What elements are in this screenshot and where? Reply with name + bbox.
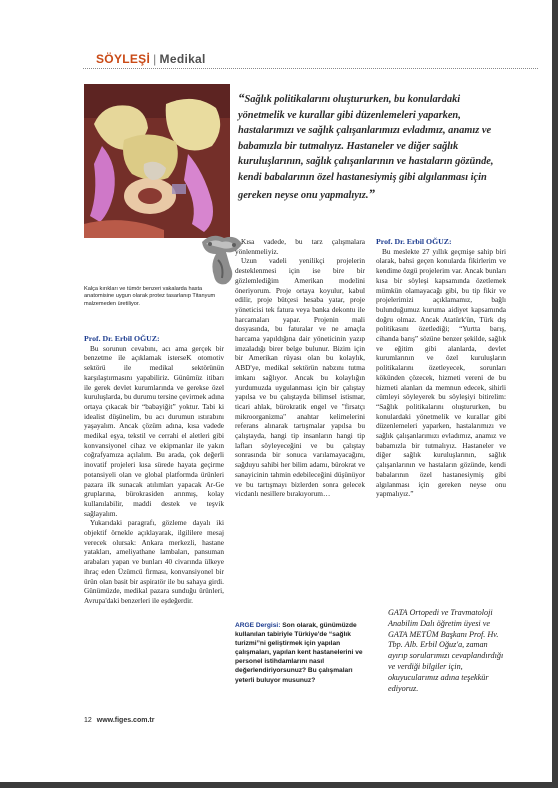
page-edge-bottom xyxy=(0,782,558,788)
column-right xyxy=(376,237,506,499)
paragraph: Uzun vadeli yenilikçi projelerin desteklenmesi için ise bire bir gözlemlediğim Amerikan modelini öneriyorum. Proje ortaya koyulur, kabul edilir, proje bütçesi hesaba yatar, proje yöneticisi tek fatura veya banka dekontu ile harcamaları yapar. Projenin mali dosyasında, bu faturalar ve ne amaçla harcama yapıldığına dair yöneticinin yazıp imzaladığı birer belge bulunur. Bizim için bir Amerikan rüyası olan bu kolaylık, ABD'ye, medikal sektörün nabzını tutma imkanı sağlıyor. Ancak bu kolaylığın yurdumuzda uygulanması için bir çalıştay yapılsa ve bu çalıştayda bilimsel istismar, ticari ahlak, bürokratik engel ve "firsatçı mikroorganizma" anahtar kelimelerini referans alınarak tartışmalar yapılsa bu çalıştayda, hangi tip insanların hangi tip lafları söyleyeceğini ve bu çalıştay sonrasında bir sonuca varılamayacağını, sağduyu sahibi her bilim adamı, bürokrat ve sanayicinin tahmin edebileceğini düşünüyor ve bu tartışmayı bizlerden sonra gelecek vicdanlı nesillere bırakıyorum… xyxy=(235,256,365,499)
website-link[interactable]: www.figes.com.tr xyxy=(96,717,155,724)
column-middle xyxy=(235,237,365,499)
category-label: Medikal xyxy=(159,52,206,66)
paragraph: Bu sorunun cevabını, acı ama gerçek bir benzetme ile açıklamak isterseK otomotiv sektörü ile medikal sektörünün karşılaştırmasını yapabiliriz. Günümüz itibarı ile gerek devlet kurumlarında ve gerekse özel kuruluşlarda, bu durumu tersine çevirmek adına ortaya çıkacak bir “babayiğit” yoktur. Tabi ki idealist düşünelim, bu acı durumun ıstırabını yaşayalım. Ancak çözüm adına, kısa vadede medikal eşya, tekstil ve cerrahi el aletleri gibi konvansiyonel cihaz ve ekipmanlar ile yakın coğrafyamıza açılalım. Bu arada, çok değerli inovatif projeleri kısa sürede hayata geçirme potansiyeli olan ve global platformda ürünleri pazara ilk sunacak atılımları yapacak Ar-Ge gruplarına, bürokrasiden arınmış, kolay kullanılabilir, maddi destek ve teşvik sağlayalım. xyxy=(84,343,224,518)
interview-question xyxy=(235,621,365,685)
author-name: Prof. Dr. Erbil OĞUZ: xyxy=(84,334,160,343)
question-source: ARGE Dergisi: xyxy=(235,622,281,629)
header-rule xyxy=(83,68,538,69)
paragraph: Kısa vadede, bu tarz çalışmalara yönlenmeliyiz. xyxy=(235,237,365,256)
page-footer xyxy=(84,717,154,724)
pull-quote xyxy=(238,90,504,203)
column-left xyxy=(84,334,224,606)
header-separator: | xyxy=(153,52,157,66)
section-label: SÖYLEŞİ xyxy=(96,52,151,66)
paragraph: Yukarıdaki paragrafı, gözleme dayalı iki objektif örnekle açıklayarak, ilgililere mesaj verecek olursak: Ankara merkezli, hastane yatakları, ameliyathane lambaları, pansuman arabaları yapan ve bunları 40 civarında ülkeye ihraç eden Üzümcü firması, konvansiyonel bir ürün olan basit bir aspiratör ile bu sahaya girdi. Günümüzde, medikal pazara sunduğu ürünleri, Avrupa'daki benzerleri ile eşdeğerdir. xyxy=(84,518,224,605)
paragraph: Bu meslekte 27 yıllık geçmişe sahip biri olarak, bahsi geçen konularda fikirlerim ve kendime özgü projelerim var. Ancak bunları kısa bir söyleşi kapsamında özetlemek mümkün olamayacağı gibi, bu tip fikir ve projelerimizi açıklamamız, bağlı bulunduğumuz kuruma aidiyet kapsamında doğru olmaz. Ancak Atatürk'ün, Türk dış politikasını özetlediği; “Yurtta barış, cihanda barış” sözüne benzer şekilde, sağlık ve eğitim gibi alanlarda, devlet kurumlarının ve özel kuruluşların politikalarını özetleyecek, sorunları kökünden çözecek, hizmeti vereni de bu hizmeti alanları da memnun edecek, sihirli cümleyi söyleyerek bu söyleşiyi bitirelim: “Sağlık politikalarını oluştururken, bu konulardaki yönetmelik ve kurallar gibi düzenlemeleri yaparken, hastalarımızı ve sağlık çalışanlarımızı evladımız, anamız ve babamızla bir tutmalıyız. Hastaneler ve diğer sağlık kuruluşlarının, sağlık çalışanlarının ve hastaların gözünde, kendi babalarının özel hastanesiymiş gibi algılanması için gereken neyse onu yapmalıyız.” xyxy=(376,246,506,499)
open-quote-mark: “ xyxy=(238,90,245,105)
page-number: 12 xyxy=(84,717,92,724)
question-text: Son olarak, günümüzde kullanılan tabiriyle Türkiye'de “sağlık turizmi”ni geliştirmek için yapılan çalışmaları, yapılan kent hastanelerini ve personel istihdamlarını nasıl değerlendiriyorsunuz? Bu çalışmaları yeterli buluyor musunuz? xyxy=(235,622,363,684)
closing-note: GATA Ortopedi ve Travmatoloji Anabilim Dalı öğretim üyesi ve GATA METÜM Başkanı Prof. Hv. Tbp. Alb. Erbil Oğuz'a, zaman ayırıp sorularımızı cevaplandırdığı ve verdiği bilgiler için, okuyucularımız adına teşekkür ediyoruz. xyxy=(388,608,504,693)
photo-caption: Kalça kırıkları ve tümör benzeri vakalarda hasta anatomisine uygun olarak protez tasarlanıp Titanyum malzemeden üretiliyor. xyxy=(84,286,216,307)
section-header xyxy=(96,52,206,66)
close-quote-mark: ” xyxy=(368,185,375,201)
page-edge-right xyxy=(552,0,558,788)
author-name: Prof. Dr. Erbil OĞUZ: xyxy=(376,237,452,246)
pull-quote-text: Sağlık politikalarını oluştururken, bu konulardaki yönetmelik ve kurallar gibi düzenlemeleri yaparken, hastalarımızı ve sağlık çalışanlarımızı evladımız, anamız ve babamızla bir tutmalıyız. Hastaneler ve diğer sağlık kuruluşlarının, sağlık çalışanlarının ve hastaların gözünde, kendi babalarının özel hastanesiymiş gibi algılanması için gereken neyse onu yapmalıyız. xyxy=(238,94,494,201)
pelvis-model-photo xyxy=(84,84,230,238)
